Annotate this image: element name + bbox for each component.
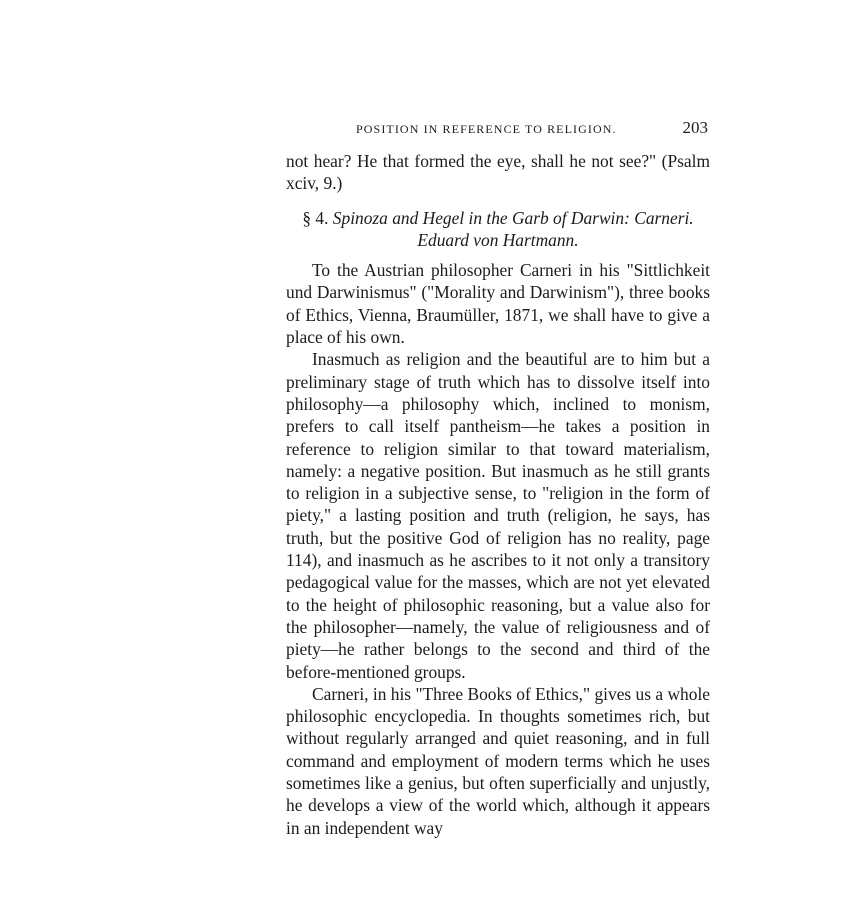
page-number: 203 bbox=[682, 118, 708, 137]
running-head bbox=[286, 118, 710, 142]
body-text bbox=[286, 150, 710, 839]
section-heading-line-2 bbox=[286, 229, 710, 251]
book-page bbox=[286, 118, 710, 839]
section-heading-line-1 bbox=[286, 207, 710, 229]
paragraph-3: Carneri, in his "Three Books of Ethics," gives us a whole philosophic encyclopedia. In thoughts sometimes rich, but without regularly arranged and quiet reasoning, and in full command and employment of modern terms which he uses sometimes like a genius, but often superficially and unjustly, he develops a view of the world which, although it appears in an independent way bbox=[286, 683, 710, 838]
carry-over-text: not hear? He that formed the eye, shall he not see?" (Psalm xciv, 9.) bbox=[286, 151, 710, 194]
section-title-line-1: Spinoza and Hegel in the Garb of Darwin: Carneri. bbox=[332, 207, 694, 228]
section-number: § 4. bbox=[302, 207, 329, 228]
paragraph-1: To the Austrian philosopher Carneri in his "Sittlichkeit und Darwinismus" ("Morality and Darwinism"), three books of Ethics, Vienna, Braumüller, 1871, we shall have to give a place of his own. bbox=[286, 260, 710, 348]
section-heading bbox=[286, 207, 710, 252]
section-title-line-2: Eduard von Hartmann. bbox=[417, 229, 579, 250]
paragraph-2: Inasmuch as religion and the beautiful are to him but a preliminary stage of truth which has to dissolve itself into philosophy—a philosophy which, inclined to monism, prefers to call itself pantheism—he takes a position in reference to religion similar to that toward materialism, namely: a negative position. But inasmuch as he still grants to religion in a subjective sense, to "religion in the form of piety," a lasting position and truth (religion, he says, has truth, but the positive God of religion has no reality, page 114), and inasmuch as he ascribes to it not only a transitory pedagogical value for the masses, which are not yet elevated to the height of philosophic reasoning, but a value also for the philosopher—namely, the value of religiousness and of piety—he rather belongs to the second and third of the before-mentioned groups. bbox=[286, 349, 710, 682]
running-title: POSITION IN REFERENCE TO RELIGION. bbox=[356, 122, 617, 136]
